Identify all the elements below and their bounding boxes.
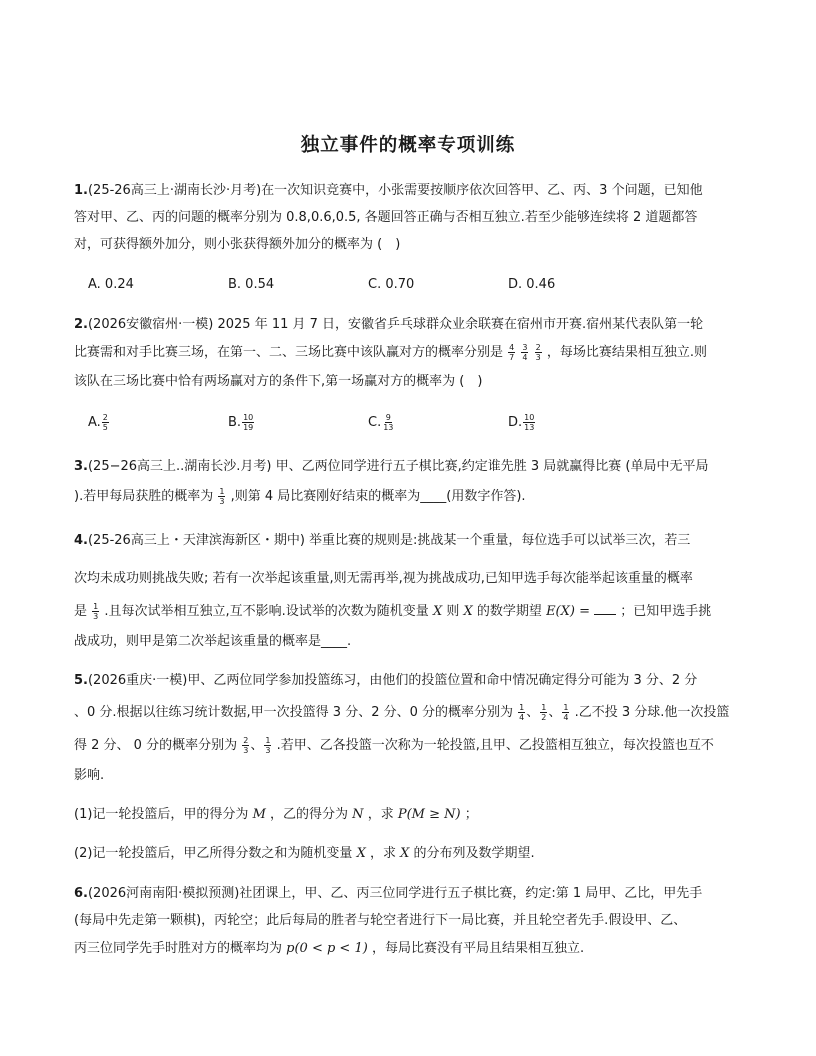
q1-option-d: D. 0.46 — [508, 277, 556, 292]
q1-line-1 — [74, 182, 703, 200]
q4-fraction-den: 3 — [93, 612, 99, 621]
q1-line-2: 答对甲、乙、丙的问题的概率分别为 0.8,0.6,0.5, 各题回答正确与否相互独立.若至少能够连续将 2 道题都答 — [74, 210, 698, 225]
q2-option-d-fraction — [523, 413, 535, 432]
q4-text-3c: 则 — [446, 604, 460, 619]
q6-text-3a: 丙三位同学先手时胜对方的概率均为 — [74, 941, 283, 956]
q4-fraction-num: 1 — [93, 602, 99, 611]
q2-line-1 — [74, 316, 703, 334]
q5-fraction-1-den: 4 — [519, 713, 525, 722]
q4-answer-blank — [594, 602, 616, 615]
q5-subquestion-1 — [74, 806, 478, 824]
q4-number: 4. — [74, 533, 88, 548]
q2-text-2b: ，每场比赛结果相互独立.则 — [546, 345, 707, 360]
q5-fraction-1-num: 1 — [519, 703, 525, 712]
q2-fraction-1-den: 7 — [509, 353, 515, 362]
q2-text-1: (2026安徽宿州·一模) 2025 年 11 月 7 日，安徽省乒乓球群众业余联赛在宿州市开赛.宿州某代表队第一轮 — [87, 317, 704, 332]
q5-fraction-1 — [518, 703, 525, 722]
q5-variable-n: N — [352, 807, 364, 822]
q2-option-a — [88, 413, 110, 432]
q4-line-2: 次均未成功则挑战失败; 若有一次举起该重量,则无需再举,视为挑战成功,已知甲选手每次能举起该重量的概率 — [74, 571, 693, 586]
q5-sub2-text-b: ，求 — [369, 846, 396, 861]
q2-option-d-den: 13 — [524, 423, 535, 432]
q2-fraction-3-num: 2 — [535, 343, 541, 352]
q2-number: 2. — [74, 317, 88, 332]
q5-fraction-3-num: 1 — [563, 703, 569, 712]
q2-option-c — [368, 413, 395, 432]
q5-sub2-text-a: (2)记一轮投篮后，甲乙所得分数之和为随机变量 — [74, 846, 353, 861]
q4-text-3a: 是 — [74, 604, 88, 619]
q6-text-3b: ，每局比赛没有平局且结果相互独立. — [371, 941, 585, 956]
q2-line-2 — [74, 343, 707, 362]
q5-fraction-2-num: 1 — [541, 703, 547, 712]
q5-text-2b: .乙不投 3 分球.他一次投篮 — [574, 705, 730, 720]
q2-fraction-1-num: 4 — [509, 343, 515, 352]
q2-option-a-fraction — [102, 413, 109, 432]
q3-number: 3. — [74, 459, 88, 474]
q2-fraction-3 — [535, 343, 542, 362]
q3-line-2 — [74, 487, 526, 506]
q5-variable-x-2: X — [400, 846, 410, 861]
q4-text-1: (25-26高三上・天津滨海新区・期中) 举重比赛的规则是:挑战某一个重量，每位选手可以试举三次，若三 — [87, 533, 691, 548]
q5-fraction-4-den: 3 — [243, 746, 249, 755]
q5-sub2-text-c: 的分布列及数学期望. — [413, 846, 535, 861]
q1-number: 1. — [74, 183, 88, 198]
q2-option-b-den: 19 — [243, 423, 254, 432]
q4-variable-x: X — [432, 604, 443, 619]
q4-text-3d: 的数学期望 — [476, 604, 542, 619]
q6-line-1 — [74, 885, 702, 903]
q6-text-1: (2026河南南阳·模拟预测)社团课上，甲、乙、丙三位同学进行五子棋比赛，约定:第 1 局甲、乙比，甲先手 — [87, 886, 703, 901]
q2-option-b-label: B. — [228, 415, 242, 430]
q1-option-b: B. 0.54 — [228, 277, 275, 292]
q5-text-2a: 、0 分.根据以往练习统计数据,甲一次投篮得 3 分、2 分、0 分的概率分别为 — [74, 705, 514, 720]
q2-option-d — [508, 413, 536, 432]
q5-sub1-text-d: ； — [464, 807, 478, 822]
q2-option-c-num: 9 — [385, 413, 391, 422]
q5-subquestion-2 — [74, 845, 535, 863]
q5-text-3a: 得 2 分、 0 分的概率分别为 — [74, 738, 238, 753]
q5-probability-expression: P(M ≥ N) — [397, 807, 461, 822]
q1-text-1: (25-26高三上·湖南长沙·月考)在一次知识竞赛中，小张需要按顺序依次回答甲、乙、丙、3 个问题，已知他 — [87, 183, 703, 198]
q5-sub1-text-b: ，乙的得分为 — [270, 807, 349, 822]
q5-line-2: 、0 分.根据以往练习统计数据,甲一次投篮得 3 分、2 分、0 分的概率分别为 $\frac{1}{4}$ 、 $\frac{1}{2}$ 、 $\frac{1}{4}$ .乙不投 3 分球.他一次投篮 — [74, 703, 730, 722]
q2-option-a-den: 5 — [102, 423, 108, 432]
q5-line-3: 得 2 分、 0 分的概率分别为 $\frac{2}{3}$ 、 $\frac{1}{3}$ .若甲、乙各投篮一次称为一轮投篮,且甲、乙投篮相互独立，每次投篮也互不 — [74, 736, 714, 755]
q3-fraction — [218, 487, 225, 506]
q2-option-a-num: 2 — [102, 413, 108, 422]
q3-fraction-num: 1 — [219, 487, 225, 496]
q5-fraction-3 — [562, 703, 569, 722]
q2-option-b-num: 10 — [243, 413, 254, 422]
q5-text-3b: .若甲、乙各投篮一次称为一轮投篮,且甲、乙投篮相互独立，每次投篮也互不 — [276, 738, 714, 753]
q2-option-c-den: 13 — [383, 423, 394, 432]
q4-variable-x-2: X — [463, 604, 473, 619]
q2-text-2a: 比赛需和对手比赛三场，在第一、二、三场比赛中该队赢对方的概率分别是 — [74, 345, 504, 360]
q2-fraction-2-num: 3 — [522, 343, 528, 352]
q5-fraction-2-den: 2 — [541, 713, 547, 722]
q3-line-1 — [74, 458, 709, 476]
q5-fraction-4-num: 2 — [243, 736, 249, 745]
q5-fraction-2 — [540, 703, 547, 722]
q6-number: 6. — [74, 886, 88, 901]
q3-text-1: (25−26高三上..湖南长沙.月考) 甲、乙两位同学进行五子棋比赛,约定谁先胜 3 局就赢得比赛 (单局中无平局 — [87, 459, 709, 474]
q5-fraction-5 — [264, 736, 271, 755]
q5-fraction-3-den: 4 — [563, 713, 569, 722]
q2-option-c-label: C. — [368, 415, 382, 430]
q5-variable-m: M — [252, 807, 266, 822]
q1-option-c: C. 0.70 — [368, 277, 415, 292]
q5-fraction-4 — [242, 736, 249, 755]
q6-probability-expression: p(0 < p < 1) — [286, 941, 368, 956]
q1-line-3: 对，可获得额外加分，则小张获得额外加分的概率为 ( ) — [74, 237, 401, 252]
q5-line-1 — [74, 672, 697, 690]
q2-line-3: 该队在三场比赛中恰有两场赢对方的条件下,第一场赢对方的概率为 ( ) — [74, 374, 483, 389]
q4-text-3e: ；已知甲选手挑 — [620, 604, 712, 619]
q2-fraction-3-den: 3 — [535, 353, 541, 362]
q5-variable-x: X — [356, 846, 366, 861]
q5-sub1-text-c: ，求 — [367, 807, 394, 822]
q4-text-3b: .且每次试举相互独立,互不影响.设试举的次数为随机变量 — [104, 604, 429, 619]
page-title: 独立事件的概率专项训练 — [300, 135, 516, 156]
q2-option-a-label: A. — [88, 415, 101, 430]
q1-option-a: A. 0.24 — [88, 277, 134, 292]
q4-fraction — [92, 602, 99, 621]
q5-text-1: (2026重庆·一模)甲、乙两位同学参加投篮练习，由他们的投篮位置和命中情况确定得分可能为 3 分、2 分 — [87, 673, 698, 688]
q4-line-1 — [74, 532, 690, 550]
q3-fraction-den: 3 — [219, 497, 225, 506]
q5-line-4: 影响. — [74, 768, 105, 783]
q5-fraction-5-den: 3 — [265, 746, 271, 755]
q2-fraction-2-den: 4 — [522, 353, 528, 362]
q2-option-b-fraction — [242, 413, 254, 432]
q2-option-b — [228, 413, 255, 432]
q6-line-2: (每局中先走第一颗棋)，丙轮空；此后每局的胜者与轮空者进行下一局比赛，并且轮空者先手.假设甲、乙、 — [74, 913, 687, 928]
q6-line-3 — [74, 940, 584, 958]
q2-fraction-1 — [508, 343, 515, 362]
q4-line-3 — [74, 602, 711, 621]
q2-option-d-num: 10 — [524, 413, 535, 422]
q5-number: 5. — [74, 673, 88, 688]
q3-text-2b: ,则第 4 局比赛刚好结束的概率为____(用数字作答). — [230, 489, 526, 504]
q5-fraction-5-num: 1 — [265, 736, 271, 745]
q5-sub1-text-a: (1)记一轮投篮后，甲的得分为 — [74, 807, 249, 822]
q3-text-2a: ).若甲每局获胜的概率为 — [74, 489, 214, 504]
q2-option-c-fraction — [382, 413, 394, 432]
q4-expectation: E(X) = — [546, 604, 590, 619]
q4-line-4: 战成功，则甲是第二次举起该重量的概率是____. — [74, 634, 352, 649]
q2-option-d-label: D. — [508, 415, 523, 430]
q2-fraction-2 — [521, 343, 528, 362]
